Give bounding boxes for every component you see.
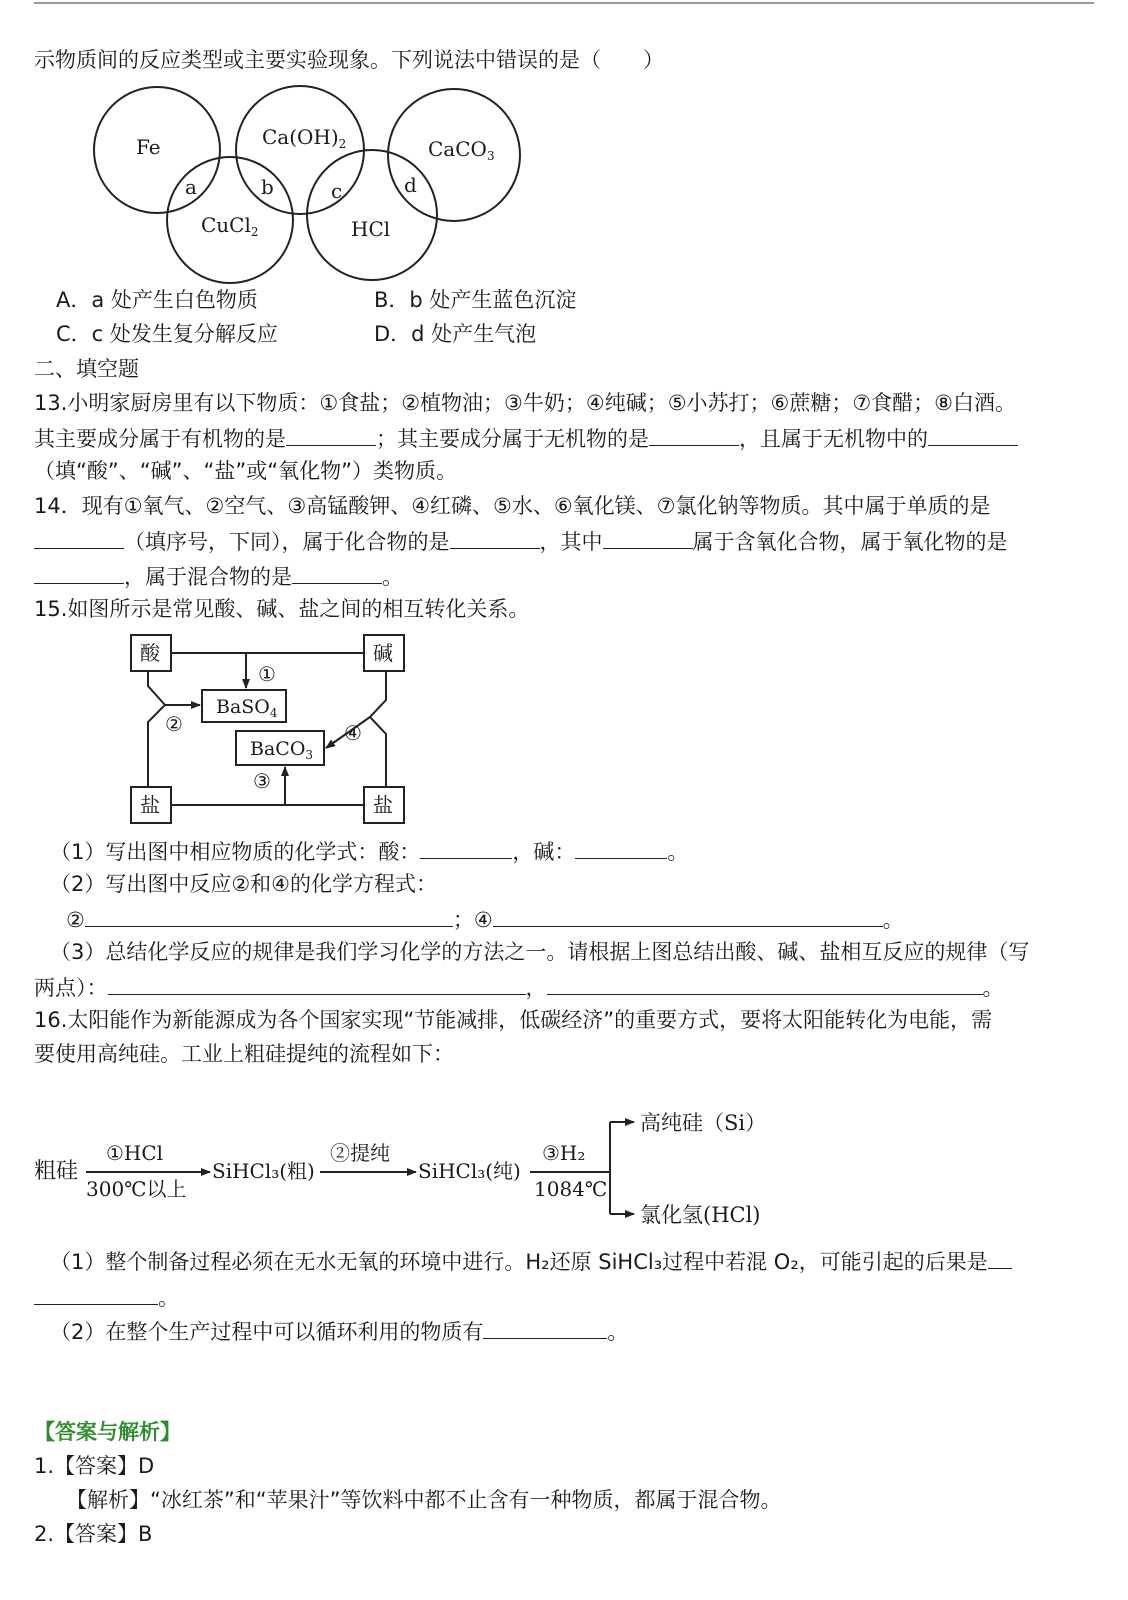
q14-line2: （填序号，下同），属于化合物的是 ，其中 属于含氧化合物，属于氧化物的是 bbox=[34, 526, 1008, 556]
flow-mid2: SiHCl₃(纯) bbox=[418, 1159, 521, 1183]
q12-option-b: B．b 处产生蓝色沉淀 bbox=[374, 288, 577, 312]
q14-line3: ，属于混合物的是 。 bbox=[34, 561, 403, 591]
label-n2: ② bbox=[165, 712, 183, 736]
flow-step1-top: ①HCl bbox=[106, 1141, 164, 1165]
q16-blank-recycle[interactable] bbox=[483, 1316, 607, 1339]
answer-1: 1.【答案】D bbox=[34, 1454, 155, 1478]
q16-line1: 16.太阳能作为新能源成为各个国家实现“节能减排，低碳经济”的重要方式，要将太阳能转化为电能，需 bbox=[34, 1008, 993, 1032]
label-n1: ① bbox=[258, 662, 276, 686]
q15-sub3-line1: （3）总结化学反应的规律是我们学习化学的方法之一。请根据上图总结出酸、碱、盐相互反应的规律（写 bbox=[50, 940, 1030, 964]
q14-line1: 14．现有①氧气、②空气、③高锰酸钾、④红磷、⑤水、⑥氧化镁、⑦氯化钠等物质。其中属于单质的是 bbox=[34, 494, 991, 518]
flow-mid1: SiHCl₃(粗) bbox=[212, 1159, 315, 1183]
label-base: 碱 bbox=[373, 641, 393, 665]
q15-sub2: （2）写出图中反应②和④的化学方程式： bbox=[50, 872, 438, 896]
flow-step3-top: ③H₂ bbox=[542, 1141, 586, 1165]
q13-line2: 其主要成分属于有机物的是 ；其主要成分属于无机物的是 ，且属于无机物中的 bbox=[34, 423, 1018, 453]
label-a: a bbox=[185, 175, 197, 199]
label-acid: 酸 bbox=[140, 641, 160, 665]
answers-heading: 【答案与解析】 bbox=[34, 1420, 181, 1444]
label-salt-left: 盐 bbox=[140, 793, 160, 817]
q15-sub2-blanks: ② ；④ 。 bbox=[66, 904, 904, 934]
q15-sub3-line2: 两点）： ， 。 bbox=[34, 972, 1004, 1002]
q15-line1: 15.如图所示是常见酸、碱、盐之间的相互转化关系。 bbox=[34, 597, 530, 621]
q16-line2: 要使用高纯硅。工业上粗硅提纯的流程如下： bbox=[34, 1042, 454, 1066]
flow-out1: 高纯硅（Si） bbox=[640, 1111, 767, 1135]
label-n3: ③ bbox=[253, 769, 271, 793]
answer-2: 2.【答案】B bbox=[34, 1522, 153, 1546]
flow-start: 粗硅 bbox=[34, 1159, 79, 1184]
label-caco3: CaCO$_3$ bbox=[428, 137, 495, 163]
flow-out2: 氯化氢(HCl) bbox=[640, 1203, 761, 1227]
q16-sub2: （2）在整个生产过程中可以循环利用的物质有 。 bbox=[50, 1316, 628, 1346]
q13-line3: （填“酸”、“碱”、“盐”或“氧化物”）类物质。 bbox=[34, 459, 458, 483]
q13-line1: 13.小明家厨房里有以下物质：①食盐；②植物油；③牛奶；④纯碱；⑤小苏打；⑥蔗糖；⑦食醋；⑧白酒。 bbox=[34, 391, 1017, 415]
q12-option-c: C．c 处发生复分解反应 bbox=[56, 322, 278, 346]
q15-sub1: （1）写出图中相应物质的化学式：酸： ，碱： 。 bbox=[50, 836, 688, 866]
q16-blank-consequence-start[interactable] bbox=[988, 1246, 1012, 1269]
label-fe: Fe bbox=[136, 135, 161, 159]
answer-1-explanation: 【解析】“冰红茶”和“苹果汁”等饮料中都不止含有一种物质，都属于混合物。 bbox=[66, 1488, 782, 1512]
label-n4: ④ bbox=[344, 721, 362, 745]
section-heading: 二、填空题 bbox=[34, 357, 139, 381]
q16-blank-consequence[interactable] bbox=[34, 1282, 158, 1305]
label-caoh2: $Ca(OH)_2$ bbox=[262, 125, 347, 151]
label-baco3: BaCO$_3$ bbox=[250, 738, 314, 762]
q12-stem: 示物质间的反应类型或主要实验现象。下列说法中错误的是（ ） bbox=[34, 48, 664, 72]
flow-step2-top: ②提纯 bbox=[330, 1141, 390, 1165]
label-hcl: HCl bbox=[351, 217, 391, 241]
label-b: b bbox=[261, 175, 274, 199]
q12-option-a: A．a 处产生白色物质 bbox=[56, 288, 258, 312]
label-cucl2: CuCl$_2$ bbox=[201, 213, 259, 239]
q12-option-d: D．d 处产生气泡 bbox=[374, 322, 537, 346]
label-d: d bbox=[404, 173, 417, 197]
label-salt-right: 盐 bbox=[373, 793, 393, 817]
q16-sub1-line1: （1）整个制备过程必须在无水无氧的环境中进行。H₂还原 SiHCl₃过程中若混 O₂，可能引起的后果是 bbox=[50, 1246, 1012, 1276]
label-c: c bbox=[331, 179, 343, 203]
label-baso4: BaSO$_4$ bbox=[216, 696, 278, 720]
flow-step3-bottom: 1084℃ bbox=[534, 1177, 608, 1201]
flow-step1-bottom: 300℃以上 bbox=[86, 1177, 187, 1201]
q16-sub1-line2: 。 bbox=[34, 1282, 179, 1312]
